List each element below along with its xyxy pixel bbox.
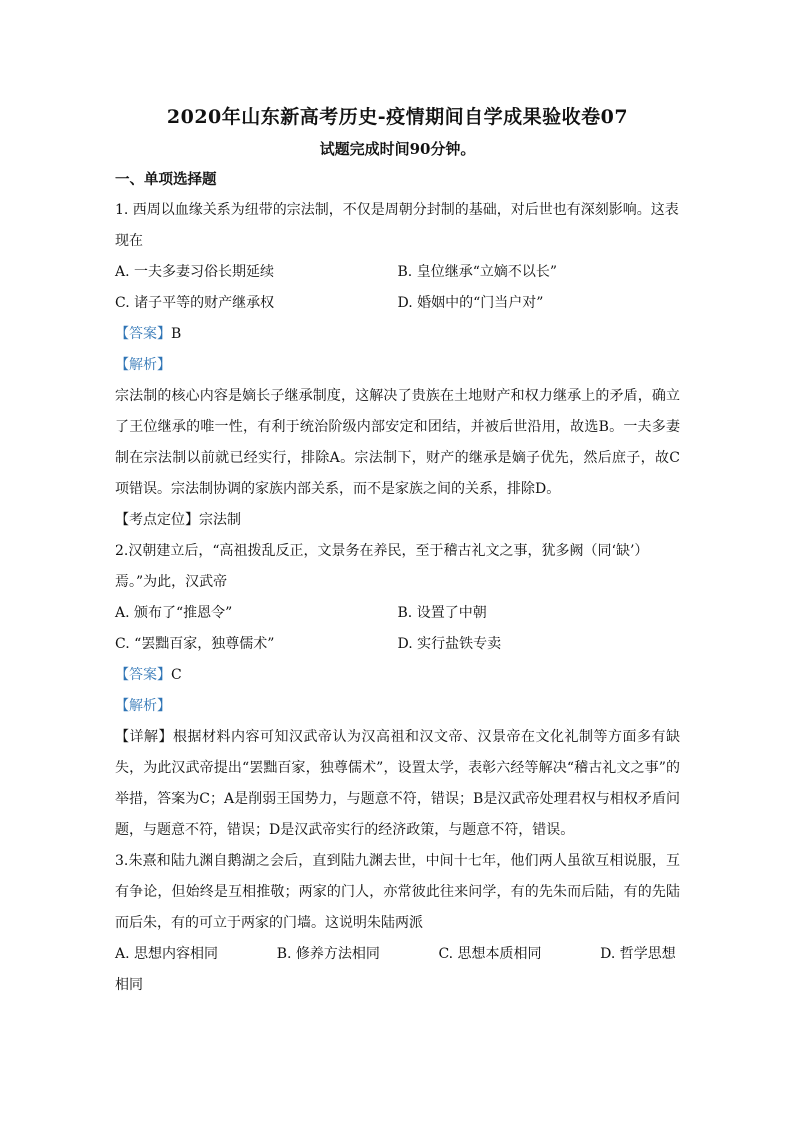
analysis-text (115, 722, 680, 846)
answer-tag: 【答案】 (115, 326, 171, 342)
question-2 (115, 536, 680, 846)
option-c: C. 思想本质相同 (438, 946, 542, 962)
question-stem-cont: 焉。”为此，汉武帝 (115, 574, 228, 590)
option-b: B. 设置了中朝 (397, 605, 487, 621)
answer-value: C (171, 667, 182, 683)
option-d: D. 哲学思想 (600, 946, 676, 962)
page-title: 2020年山东新高考历史-疫情期间自学成果验收卷07 (166, 106, 629, 128)
options-row (115, 598, 680, 629)
option-d: D. 婚姻中的“门当户对” (397, 295, 544, 311)
analysis-heading (115, 350, 680, 381)
question-stem-cont: 现在 (115, 233, 143, 249)
point-tag: 【考点定位】 (115, 512, 199, 528)
answer-line (115, 319, 680, 350)
knowledge-point (115, 505, 680, 536)
option-a: A. 思想内容相同 (115, 946, 219, 962)
option-a: A. 颁布了“推恩令” (115, 605, 233, 621)
option-d: D. 实行盐铁专卖 (397, 636, 502, 652)
detail-tag: 【详解】 (115, 729, 173, 745)
answer-value: B (171, 326, 182, 342)
page-subtitle: 试题完成时间90分钟。 (319, 140, 476, 158)
section-heading: 一、单项选择题 (115, 171, 217, 188)
option-d-cont: 相同 (115, 977, 143, 993)
option-a: A. 一夫多妻习俗长期延续 (115, 264, 275, 280)
analysis-heading (115, 691, 680, 722)
answer-tag: 【答案】 (115, 667, 171, 683)
option-c: C. 诸子平等的财产继承权 (115, 295, 275, 311)
answer-line (115, 660, 680, 691)
question-stem: 3.朱熹和陆九渊自鹅湖之会后，直到陆九渊去世，中间十七年，他们两人虽欲互相说服，互有争论，但始终是互相推敬；两家的门人，亦常彼此往来问学，有的先朱而后陆，有的先陆而后朱，有的可立于两家的门墙。这说明朱陆两派 (115, 853, 680, 931)
options-row (115, 939, 680, 970)
option-b: B. 修养方法相同 (276, 946, 380, 962)
options-row (115, 629, 680, 660)
question-stem: 1. 西周以血缘关系为纽带的宗法制，不仅是周朝分封制的基础，对后世也有深刻影响。这表 (115, 202, 679, 218)
point-value: 宗法制 (199, 512, 241, 528)
analysis-tag: 【解析】 (115, 698, 171, 714)
document-page (115, 100, 680, 1001)
question-1 (115, 195, 680, 536)
analysis-text: 宗法制的核心内容是嫡长子继承制度，这解决了贵族在土地财产和权力继承上的矛盾，确立了王位继承的唯一性，有利于统治阶级内部安定和团结，并被后世沿用，故选B。一夫多妻制在宗法制以前就已经实行，排除A。宗法制下，财产的继承是嫡子优先，然后庶子，故C项错误。宗法制协调的家族内部关系，而不是家族之间的关系，排除D。 (115, 388, 680, 497)
option-c: C. “罢黜百家，独尊儒术” (115, 636, 275, 652)
question-3 (115, 846, 680, 1001)
analysis-tag: 【解析】 (115, 357, 171, 373)
option-b: B. 皇位继承“立嫡不以长” (397, 264, 558, 280)
question-stem: 2.汉朝建立后，“高祖拨乱反正，文景务在养民，至于稽古礼文之事，犹多阙（同‘缺’） (115, 543, 649, 559)
detail-text: 根据材料内容可知汉武帝认为汉高祖和汉文帝、汉景帝在文化礼制等方面多有缺失，为此汉武帝提出“罢黜百家，独尊儒术”，设置太学，表彰六经等解决“稽古礼文之事”的举措，答案为C；A是削弱王国势力，与题意不符，错误；B是汉武帝处理君权与相权矛盾问题，与题意不符，错误；D是汉武帝实行的经济政策，与题意不符，错误。 (115, 729, 680, 838)
options-row (115, 288, 680, 319)
options-row (115, 257, 680, 288)
